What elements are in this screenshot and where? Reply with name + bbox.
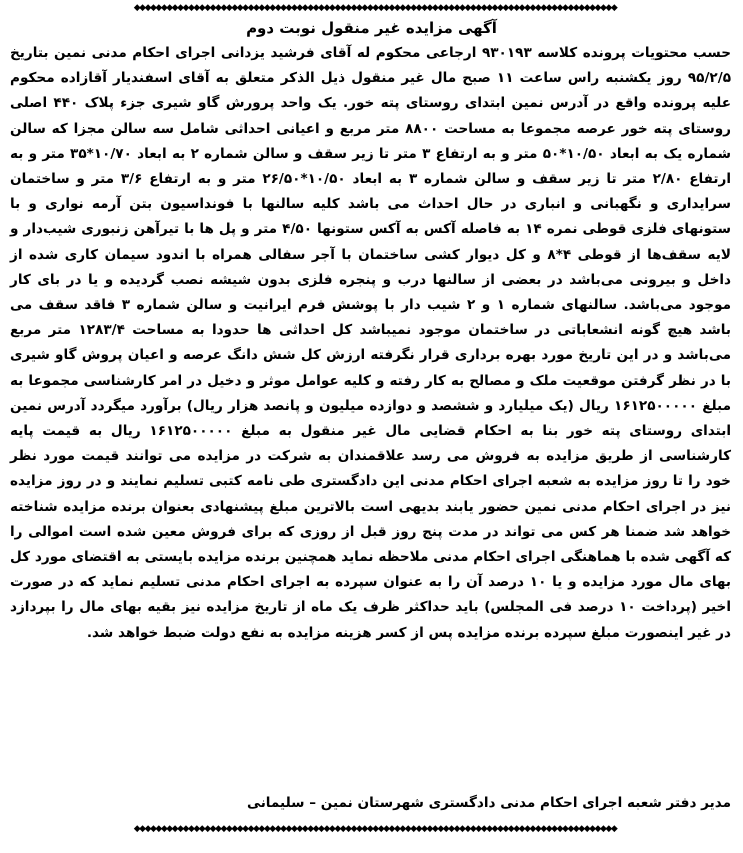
notice-title: آگهی مزایده غیر منقول نوبت دوم: [246, 19, 497, 37]
bottom-decorative-border: ◆◆◆◆◆◆◆◆◆◆◆◆◆◆◆◆◆◆◆◆◆◆◆◆◆◆◆◆◆◆◆◆◆◆◆◆◆◆◆◆◆◆◆◆◆◆◆◆◆◆◆◆◆◆◆◆◆◆◆◆◆◆◆◆◆◆◆◆◆◆◆◆◆◆◆◆◆◆◆◆◆◆◆◆◆◆◆◆◆: [133, 824, 617, 834]
top-decorative-border: ◆◆◆◆◆◆◆◆◆◆◆◆◆◆◆◆◆◆◆◆◆◆◆◆◆◆◆◆◆◆◆◆◆◆◆◆◆◆◆◆◆◆◆◆◆◆◆◆◆◆◆◆◆◆◆◆◆◆◆◆◆◆◆◆◆◆◆◆◆◆◆◆◆◆◆◆◆◆◆◆◆◆◆◆◆◆◆◆◆: [133, 3, 617, 13]
notice-body-text: حسب محتویات پرونده کلاسه ۹۳۰۱۹۳ ارجاعی محکوم له آقای فرشید یزدانی اجرای احکام مدنی نمین بتاریخ ۹۵/۲/۵ روز یکشنبه راس ساعت ۱۱ صبح مال غیر منقول ذیل الذکر متعلق به آقای اسفندیار آقازاده محکوم علیه پرونده واقع در آدرس نمین ابتدای روستای پته خور. یک واحد پرورش گاو شیری جزء پلاک ۴۴۰ اصلی روستای پته خور عرصه مجموعا به مساحت ۸۸۰۰ متر مربع و اعیانی احداثی شامل سه سالن مجزا که سالن شماره یک به ابعاد ۱۰/۵۰*۵۰ متر و به ارتفاع ۳ متر تا زیر سقف و سالن شماره ۲ به ابعاد ۱۰/۷۰*۳۵ متر و به ارتفاع ۲/۸۰ متر تا زیر سقف و سالن شماره ۳ به ابعاد ۱۰/۵۰*۲۶/۵۰ متر و به ارتفاع ۳/۶ متر و ساختمان سرایداری و نگهبانی و انباری در حال احداث می باشد کلیه سالنها با فونداسیون بتن آرمه نواری و با ستونهای فلزی قوطی نمره ۱۴ به فاصله آکس به آکس ستونها ۴/۵۰ متر و پل ها با تیرآهن زنبوری شیب‌دار و لایه سقف‌ها از قوطی ۴*۸ و کل دیوار کشی ساختمان با آجر سفالی همراه با اندود سیمان کاری شده از داخل و بیرونی می‌باشد در بعضی از سالنها درب و پنجره فلزی بدون شیشه نصب گردیده و یا در بای کار موجود می‌باشد. سالنهای شماره ۱ و ۲ شیب دار با پوشش فرم ایرانیت و سالن شماره ۳ فاقد سقف می باشد هیچ گونه انشعاباتی در ساختمان موجود نمیباشد کل احداثی ها حدودا به مساحت ۱۲۸۳/۴ متر مربع می‌باشد و در این تاریخ مورد بهره برداری قرار نگرفته ارزش کل شش دانگ عرصه و اعیان پروش گاو شیری با در نظر گرفتن موقعیت ملک و مصالح به کار رفته و کلیه عوامل موثر و دخیل در امر کارشناسی مجموعا به مبلغ ۱۶۱۲۵۰۰۰۰۰ ریال (یک میلیارد و ششصد و دوازده میلیون و پانصد هزار ریال) برآورد میگردد آدرس نمین ابتدای روستای پته خور بنا به احکام قضایی مال غیر منقول به مبلغ ۱۶۱۲۵۰۰۰۰۰ ریال به قیمت پایه کارشناسی از طریق مزایده به فروش می رسد علاقمندان به شرکت در مزایده می توانند قیمت مورد نظر خود را تا روز مزایده به شعبه اجرای احکام مدنی این دادگستری طی نامه کتبی تسلیم نمایند و در روز مزایده نیز در اجرای احکام مدنی نمین حضور یابند بدیهی است بالاترین مبلغ پیشنهادی بعنوان برنده مزایده شناخته خواهد شد ضمنا هر کس می تواند در مدت پنج روز قبل از روزی که برای فروش معین شده است اموالی را که آگهی شده با هماهنگی اجرای احکام مدنی ملاحظه نماید همچنین برنده مزایده بایستی به اقتضای مورد کل بهای مال مورد مزایده و یا ۱۰ درصد آن را به عنوان سپرده به اجرای احکام مدنی تسلیم نماید که در صورت اخیر (پرداخت ۱۰ درصد فی المجلس) باید حداکثر ظرف یک ماه از تاریخ مزایده نیز بقیه بهای مال را بپردازد در غیر اینصورت مبلغ سپرده برنده مزایده پس از کسر هزینه مزایده به نفع دولت ضبط خواهد شد.: [10, 45, 732, 641]
notice-signature: مدیر دفتر شعبه اجرای احکام مدنی دادگستری شهرستان نمین – سلیمانی: [246, 795, 731, 811]
